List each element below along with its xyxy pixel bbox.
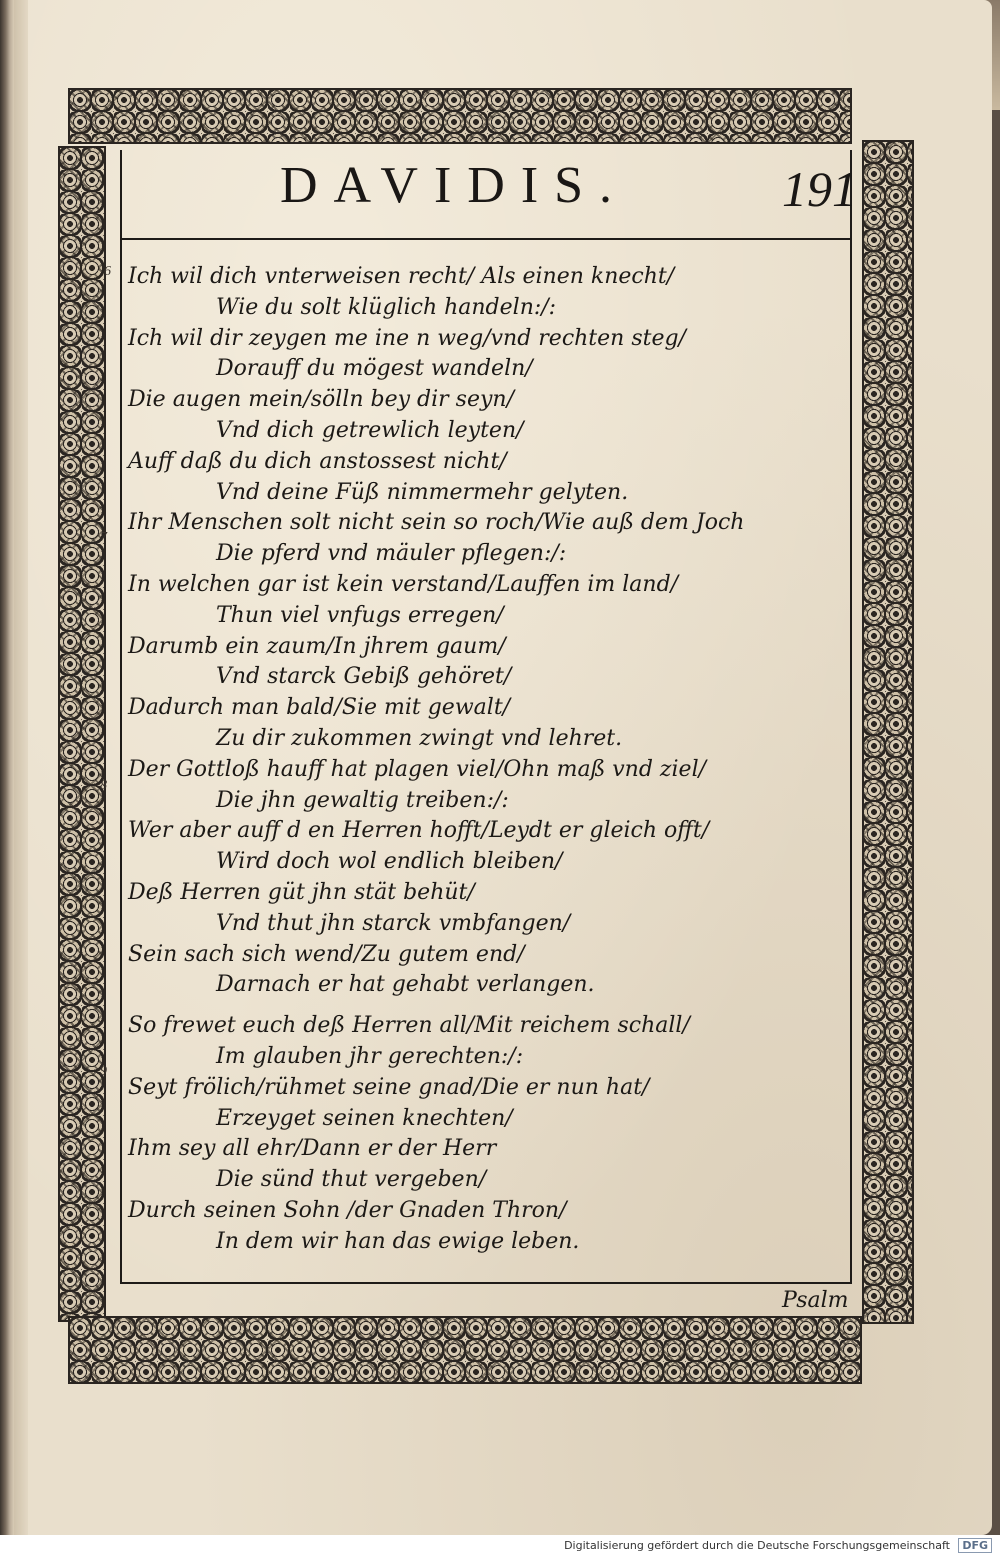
verse-line: Die pferd vnd mäuler pflegen:/: — [216, 541, 567, 567]
page-number: 191 — [782, 161, 857, 217]
verse-line: Vnd thut jhn starck vmbfangen/ — [216, 910, 571, 936]
catchword: Psalm — [782, 1288, 849, 1313]
verse-line: Darnach er hat gehabt verlangen. — [216, 972, 595, 998]
frame-line-head-left — [120, 150, 122, 240]
verse-line: Auff daß du dich anstossest nicht/ — [128, 448, 507, 474]
verse-line: Vnd deine Füß nimmermehr gelyten. — [216, 479, 629, 505]
verse-number: 9 — [100, 1064, 107, 1079]
verse-line: Vnd starck Gebiß gehöret/ — [216, 664, 512, 690]
book-spine-edge — [0, 0, 14, 1535]
verse-line: Erzeyget seinen knechten/ — [216, 1105, 513, 1131]
verse-line: In welchen gar ist kein verstand/Lauffen im land/ — [128, 571, 679, 597]
verse-line: Der Gottloß hauff hat plagen viel/Ohn maß vnd ziel/ — [128, 756, 707, 782]
woodcut-border-bottom — [68, 1316, 862, 1384]
verse-line: Wie du solt klüglich handeln:/: — [216, 294, 557, 320]
verse-number: 6 — [104, 264, 111, 279]
dfg-logo: DFG — [958, 1538, 992, 1553]
verse-line: Dadurch man bald/Sie mit gewalt/ — [128, 695, 511, 721]
hymn-text — [128, 262, 848, 1258]
verse-line: Sein sach sich wend/Zu gutem end/ — [128, 941, 525, 967]
verse-line: So frewet euch deß Herren all/Mit reichem schall/ — [128, 1013, 690, 1039]
verse-line: Vnd dich getrewlich leyten/ — [216, 417, 524, 443]
verse-line: Ihr Menschen solt nicht sein so roch/Wie auß dem Joch — [128, 510, 745, 536]
frame-line-left — [120, 238, 122, 1284]
verse-line: Darumb ein zaum/In jhrem gaum/ — [128, 633, 506, 659]
frame-line-top — [120, 238, 852, 240]
verse-line: Im glauben jhr gerechten:/: — [216, 1043, 524, 1069]
verse-line: Die sünd thut vergeben/ — [216, 1167, 487, 1193]
verse-line: Thun viel vnfugs erregen/ — [216, 602, 504, 628]
verse-line: Die augen mein/sölln bey dir seyn/ — [128, 387, 514, 413]
verse-number: 8 — [100, 778, 107, 793]
verse-line: Zu dir zukommen zwingt vnd lehret. — [216, 725, 623, 751]
frame-line-bottom — [120, 1282, 852, 1284]
verse-line: Dorauff du mögest wandeln/ — [216, 356, 533, 382]
verse-line: Ich wil dir zeygen me ine n weg/vnd rechten steg/ — [128, 325, 686, 351]
verse-line: Die jhn gewaltig treiben:/: — [216, 787, 509, 813]
verse-line: Deß Herren güt jhn stät behüt/ — [128, 879, 475, 905]
footer-credit: Digitalisierung gefördert durch die Deutsche Forschungsgemeinschaft — [564, 1539, 950, 1552]
woodcut-border-top — [68, 88, 852, 144]
verse-line: Seyt frölich/rühmet seine gnad/Die er nun hat/ — [128, 1074, 650, 1100]
woodcut-border-left — [58, 146, 106, 1322]
page-gutter — [14, 0, 28, 1535]
verse-line: In dem wir han das ewige leben. — [216, 1228, 580, 1254]
verse-line: Durch seinen Sohn /der Gnaden Thron/ — [128, 1197, 567, 1223]
verse-number: 7 — [100, 530, 107, 545]
verse-line: Ihm sey all ehr/Dann er der Herr — [128, 1136, 497, 1162]
running-title: DAVIDIS. — [280, 157, 629, 214]
frame-line-right — [850, 150, 852, 1284]
verse-line: Wird doch wol endlich bleiben/ — [216, 849, 563, 875]
verse-line: Ich wil dich vnterweisen recht/ Als einen knecht/ — [128, 264, 675, 289]
woodcut-border-right — [862, 140, 914, 1324]
verse-line: Wer aber auff d en Herren hofft/Leydt er gleich offt/ — [128, 818, 710, 844]
